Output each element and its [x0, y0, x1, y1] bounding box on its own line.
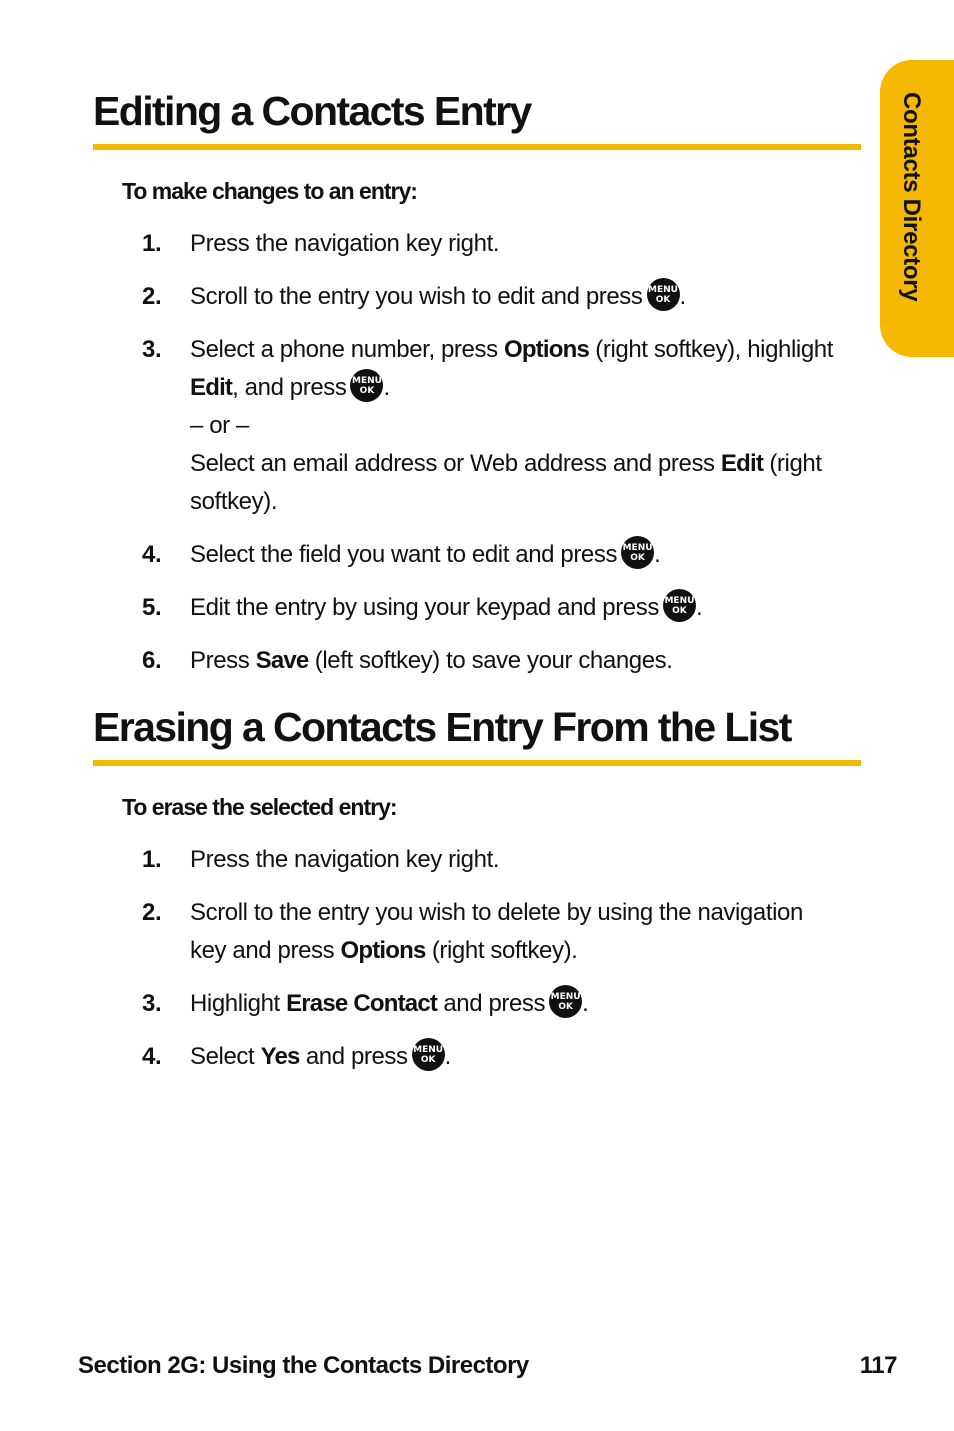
- menu-ok-key-icon: MENU OK: [621, 536, 654, 569]
- list-item: 3. Highlight Erase Contact and press MENU OK .: [140, 985, 840, 1023]
- editing-steps-list: [140, 225, 840, 695]
- menu-ok-key-icon: MENU OK: [350, 369, 383, 402]
- list-item: 4. Select Yes and press MENU OK .: [140, 1038, 840, 1076]
- list-item: 3. Select a phone number, press Options (right softkey), highlight Edit, and press MENU OK . – or – Select an email address or Web address and press Edit (right softkey).: [140, 331, 840, 521]
- erasing-steps-list: [140, 841, 840, 1091]
- side-tab-label: Contacts Directory: [898, 92, 925, 302]
- or-separator: – or –: [190, 412, 249, 439]
- section-title-editing: Editing a Contacts Entry: [93, 88, 531, 134]
- list-item: 2. Scroll to the entry you wish to edit and press MENU OK .: [140, 278, 840, 316]
- page-number: 117: [859, 1352, 897, 1379]
- list-item: 4. Select the field you want to edit and press MENU OK .: [140, 536, 840, 574]
- list-item: 6. Press Save (left softkey) to save your changes.: [142, 647, 673, 674]
- list-item: 5. Edit the entry by using your keypad and press MENU OK .: [140, 589, 840, 627]
- footer-section-label: Section 2G: Using the Contacts Directory: [78, 1352, 529, 1379]
- menu-ok-key-icon: MENU OK: [663, 589, 696, 622]
- list-item: 1. Press the navigation key right.: [142, 230, 500, 257]
- section-subtitle-erasing: To erase the selected entry:: [122, 794, 397, 820]
- menu-ok-key-icon: MENU OK: [647, 278, 680, 311]
- section-title-erasing: Erasing a Contacts Entry From the List: [93, 704, 791, 750]
- menu-ok-key-icon: MENU OK: [549, 985, 582, 1018]
- section-subtitle-editing: To make changes to an entry:: [122, 178, 417, 204]
- list-item: 1. Press the navigation key right.: [142, 846, 500, 873]
- title-rule: [93, 144, 861, 150]
- title-rule: [93, 760, 861, 766]
- menu-ok-key-icon: MENU OK: [412, 1038, 445, 1071]
- list-item: 2. Scroll to the entry you wish to delete by using the navigation key and press Options (right softkey).: [142, 899, 803, 964]
